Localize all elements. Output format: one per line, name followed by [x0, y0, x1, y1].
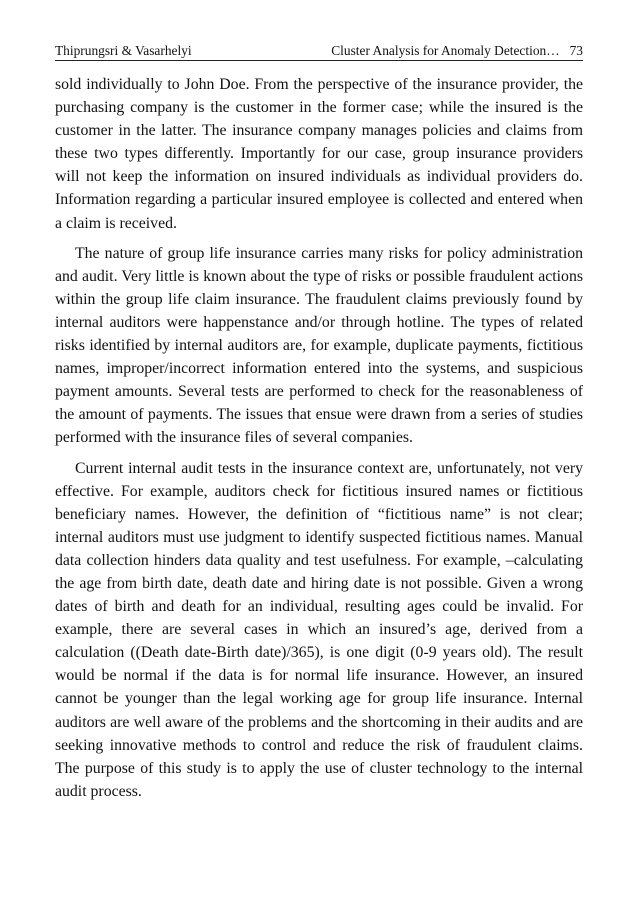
running-header [55, 42, 583, 61]
paragraph-group-life-risks: The nature of group life insurance carries many risks for policy administration and audit. Very little is known about the type of risks or possible fraudulent actions within the group life claim insurance. The fraudulent claims previously found by internal auditors were happenstance and/or through hotline. The types of related risks identified by internal auditors are, for example, duplicate payments, fictitious names, improper/incorrect information entered into the systems, and suspicious payment amounts. Several tests are performed to check for the reasonableness of the amount of payments. The issues that ensue were drawn from a series of studies performed with the insurance files of several companies. [55, 244, 583, 447]
paragraph-continuation: sold individually to John Doe. From the perspective of the insurance provider, the purchasing company is the customer in the former case; while the insured is the customer in the latter. The insurance company manages policies and claims from these two types differently. Importantly for our case, group insurance providers will not keep the information on insured individuals as individual providers do. Information regarding a particular insured employee is collected and entered when a claim is received. [55, 76, 583, 232]
paragraph-internal-audit-tests: Current internal audit tests in the insurance context are, unfortunately, not very effective. For example, auditors check for fictitious insured names or fictitious beneficiary names. However, the definition of “fictitious name” is not clear; internal auditors must use judgment to identify suspected fictitious names. Manual data collection hinders data quality and test usefulness. For example, –calculating the age from birth date, death date and hiring date is not possible. Given a wrong dates of birth and death for an individual, resulting ages could be invalid. For example, there are several cases in which an insured’s age, derived from a calculation ((Death date-Birth date)/365), is one digit (0-9 years old). The result would be normal if the data is for normal life insurance. However, an insured cannot be younger than the legal working age for group life insurance. Internal auditors are well aware of the problems and the shortcoming in their audits and are seeking innovative methods to control and reduce the risk of fraudulent claims. The purpose of this study is to apply the use of cluster technology to the internal audit process. [55, 459, 583, 800]
page-number: 73 [569, 43, 583, 58]
header-short-title: Cluster Analysis for Anomaly Detection… [331, 43, 560, 58]
body-text [55, 73, 583, 810]
header-authors: Thiprungsri & Vasarhelyi [55, 43, 192, 58]
header-right [331, 42, 583, 60]
